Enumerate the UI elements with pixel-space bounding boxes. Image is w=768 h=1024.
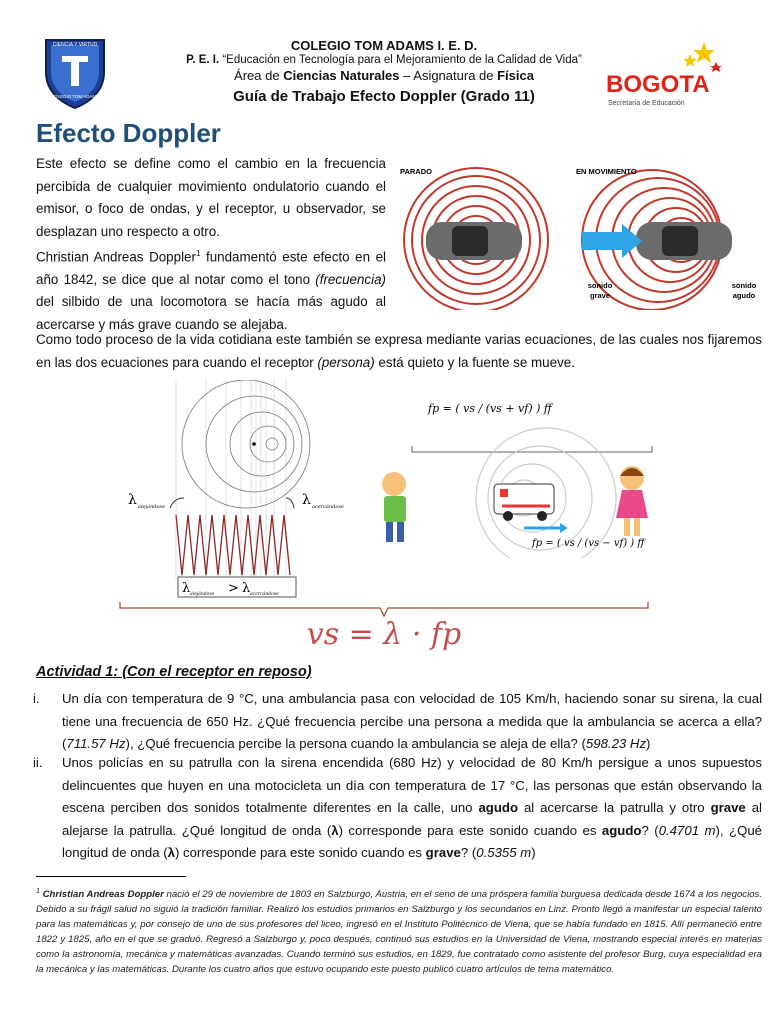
footnote: $^1$ Christian Andreas Doppler nació el 29 de noviembre de 1803 en Salzburgo, Austria, en el seno de una próspera familia burguesa dedicada desde 1674 a los negocios. Debido a su frágil salud no siguió la tradición familiar. Realizó los estudios primarios en Salzburgo y los secundarios en Linz. Pronto llegó a manifestar un especial talento para las matemáticas y, por consejo de uno de sus profesores del liceo, ingresó en el Instituto Politécnico de Viena, que se había fundado en 1815. Allí permaneció entre 1822 y 1825, año en el que se graduó. Regresó a Salzburgo y, poco después, continuó sus estudios en la Universidad de Viena, mostrando especial interés en materias como la astronomía, mecánica y matemáticas avanzadas. Cuando terminó sus estudios, en 1829, fue contratado como asistente del profesor Burg, cuya especialidad era la mecánica y las matemáticas. Durante los cuatro años que estuvo ocupando este puesto publicó cuatro artículos de tema matemático. xyxy=(36,888,763,976)
lambda-away-sub: alejándose xyxy=(138,504,166,510)
crest-top-text: CIENCIA Y VIRTUD xyxy=(52,42,98,48)
item-number: i. xyxy=(33,691,40,706)
svg-text:alejándose: alejándose xyxy=(190,592,215,597)
svg-text:acercándose: acercándose xyxy=(250,592,279,597)
intro-p1: Este efecto se define como el cambio en la frecuencia percibida de cualquier movimiento ondulatorio cuando el emisor, o foco de ondas, y el receptor, u observador, se desplazan uno respecto a otro. xyxy=(36,156,386,239)
bogota-logo-text: BOGOTA xyxy=(606,71,710,98)
guide-title: Guía de Trabajo Efecto Doppler (Grado 11) xyxy=(233,88,535,105)
equation-recede: fp = ( vs / (vs − vf) ) ff xyxy=(532,538,645,549)
lambda-near-symbol: λ xyxy=(302,492,311,508)
crest-bottom-text: COLEGIO TOM ADAMS xyxy=(50,94,100,99)
svg-text:λ: λ xyxy=(242,581,251,596)
item-text: Un día con temperatura de 9 °C, una ambulancia pasa con velocidad de 105 Km/h, haciendo sonar su sirena, la cual tiene una frecuencia de 650 Hz. ¿Qué frecuencia percibe una persona a medida que la ambulancia se acerca a ella? (711.57 Hz), ¿Qué frecuencia percibe la persona cuando la ambulancia se aleja de ella? (598.23 Hz) xyxy=(62,691,762,751)
ambulance-doppler-illustration xyxy=(374,386,664,558)
svg-text:>: > xyxy=(228,581,239,596)
svg-text:λ: λ xyxy=(182,581,191,596)
label-stopped: PARADO xyxy=(400,167,432,176)
pei-line: P. E. I. “Educación en Tecnología para el Mejoramiento de la Calidad de Vida” xyxy=(186,54,582,66)
intro-p2: Christian Andreas Doppler$^1$ fundamentó este efecto en el año 1842, se dice que al notar como el tono (frecuencia) del silbido de una locomotora se hacía más agudo al acercarse y más grave cuando se alejaba. xyxy=(36,249,386,332)
section-title: Efecto Doppler xyxy=(36,118,221,148)
activity-title: Actividad 1: (Con el receptor en reposo) xyxy=(36,664,312,680)
bogota-logo-subtext: Secretaría de Educación xyxy=(608,100,685,107)
equation-approach: fp = ( vs / (vs + vf) ) ff xyxy=(428,402,552,415)
bogota-logo xyxy=(604,40,724,110)
lambda-near-sub: acercándose xyxy=(312,504,344,510)
school-name: COLEGIO TOM ADAMS I. E. D. xyxy=(290,38,478,53)
label-moving: EN MOVIMIENTO xyxy=(576,167,637,176)
lambda-away-symbol: λ xyxy=(128,492,137,508)
label-high-1: sonido xyxy=(731,281,757,290)
item-text: Unos policías en su patrulla con la sirena encendida (680 Hz) y velocidad de 80 Km/h persigue a unos supuestos delincuentes que huyen en una motocicleta un día con temperatura de 17 °C, las personas que están observando la escena perciben dos sonidos totalmente diferentes en la calle, uno agudo al acercarse la patrulla y otro grave al alejarse la patrulla. ¿Qué longitud de onda (λ) corresponde para este sonido cuando es agudo? (0.4701 m), ¿Qué longitud de onda (λ) corresponde para este sonido cuando es grave? (0.5355 m) xyxy=(62,755,762,860)
label-low-1: sonido xyxy=(587,281,613,290)
area-line: Área de Ciencias Naturales – Asignatura de Física xyxy=(234,68,534,83)
intro-paragraph xyxy=(36,153,386,336)
label-high-2: agudo xyxy=(732,291,756,300)
footnote-separator xyxy=(36,876,186,877)
label-low-2: grave xyxy=(589,291,611,300)
car-doppler-illustration xyxy=(396,160,762,310)
activity-item-2 xyxy=(33,752,762,865)
item-number: ii. xyxy=(33,755,43,770)
wavefront-diagram xyxy=(126,380,406,602)
activity-item-1 xyxy=(33,688,762,756)
main-formula: vs = λ · fp xyxy=(306,617,462,652)
equations-intro-paragraph: Como todo proceso de la vida cotidiana este también se expresa mediante varias ecuaciones, de las cuales nos fijaremos en las dos ecuaciones para cuando el receptor (persona) está quieto y la fuente se mueve. xyxy=(36,332,762,370)
